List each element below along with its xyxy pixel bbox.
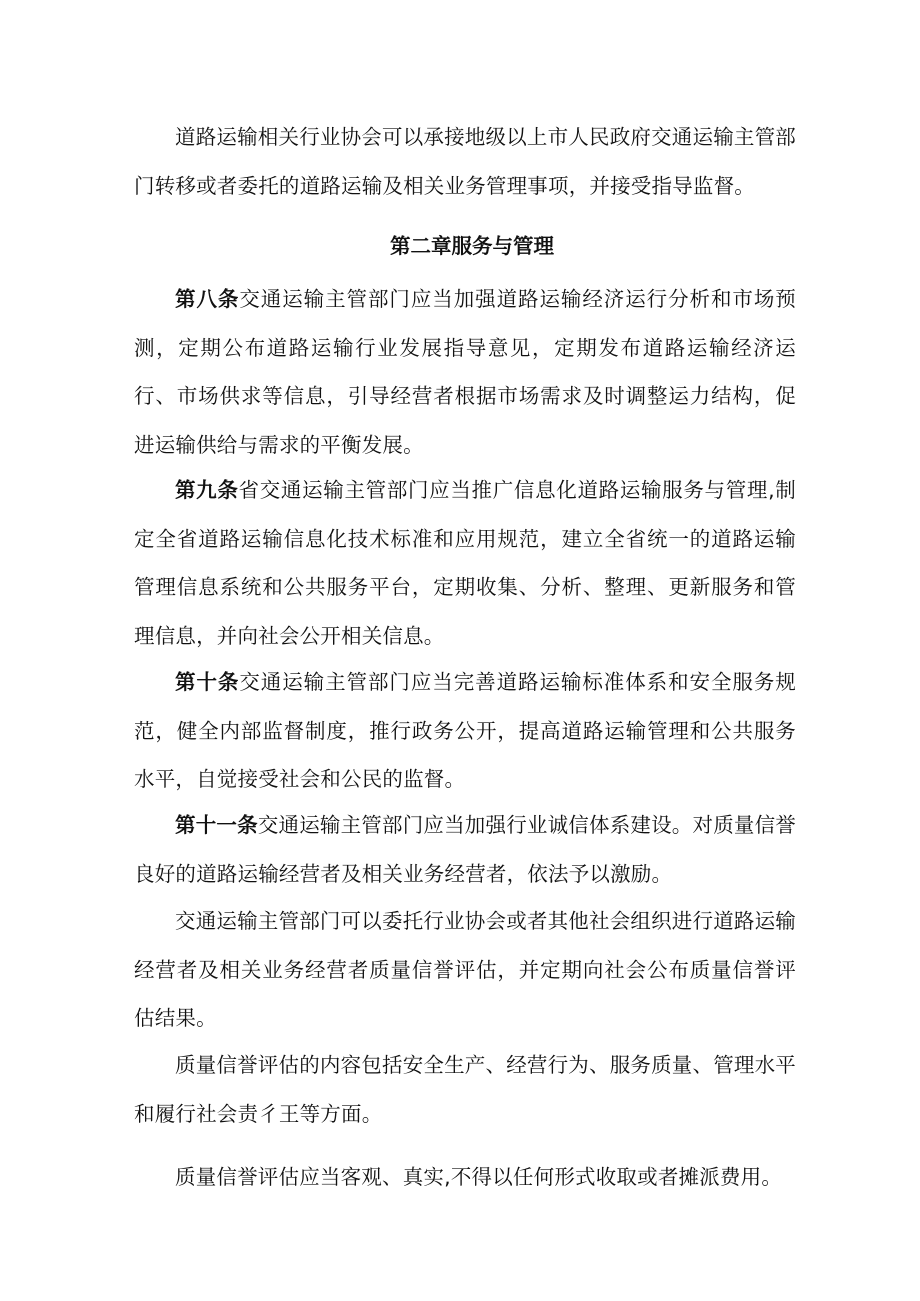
- article-11-label: 第十一条: [175, 813, 258, 837]
- article-8-label: 第八条: [175, 287, 240, 311]
- article-8-text: 交通运输主管部门应当加强道路运输经济运行分析和市场预测，定期公布道路运输行业发展指导意见，定期发布道路运输经济运行、市场供求等信息，引导经营者根据市场需求及时调整运力结构，促进运输供给与需求的平衡发展。: [134, 287, 796, 457]
- article-8: [134, 275, 796, 469]
- article-9-text: 省交通运输主管部门应当推广信息化道路运输服务与管理,制定全省道路运输信息化技术标准和应用规范，建立全省统一的道路运输管理信息系统和公共服务平台，定期收集、分析、整理、更新服务和管理信息，并向社会公开相关信息。: [134, 478, 796, 648]
- paragraph-industry-association: 道路运输相关行业协会可以承接地级以上市人民政府交通运输主管部门转移或者委托的道路运输及相关业务管理事项，并接受指导监督。: [134, 125, 796, 198]
- article-10: [134, 658, 796, 804]
- article-9: [134, 466, 796, 660]
- article-10-text: 交通运输主管部门应当完善道路运输标准体系和安全服务规范，健全内部监督制度，推行政务公开，提高道路运输管理和公共服务水平，自觉接受社会和公民的监督。: [134, 670, 796, 791]
- article-11: [134, 801, 796, 898]
- chapter-heading: 第二章服务与管理: [390, 234, 554, 258]
- paragraph-credit-fee: 质量信誉评估应当客观、真实,不得以任何形式收取或者摊派费用。: [175, 1165, 783, 1189]
- article-11-text: 交通运输主管部门应当加强行业诚信体系建设。对质量信誉良好的道路运输经营者及相关业务经营者，依法予以激励。: [134, 813, 797, 886]
- paragraph-credit-evaluation: 交通运输主管部门可以委托行业协会或者其他社会组织进行道路运输经营者及相关业务经营者质量信誉评估，并定期向社会公布质量信誉评估结果。: [134, 909, 796, 1030]
- article-10-label: 第十条: [175, 670, 240, 694]
- article-9-label: 第九条: [175, 478, 239, 502]
- paragraph-credit-content: 质量信誉评估的内容包括安全生产、经营行为、服务质量、管理水平和履行社会责彳王等方面。: [134, 1053, 796, 1126]
